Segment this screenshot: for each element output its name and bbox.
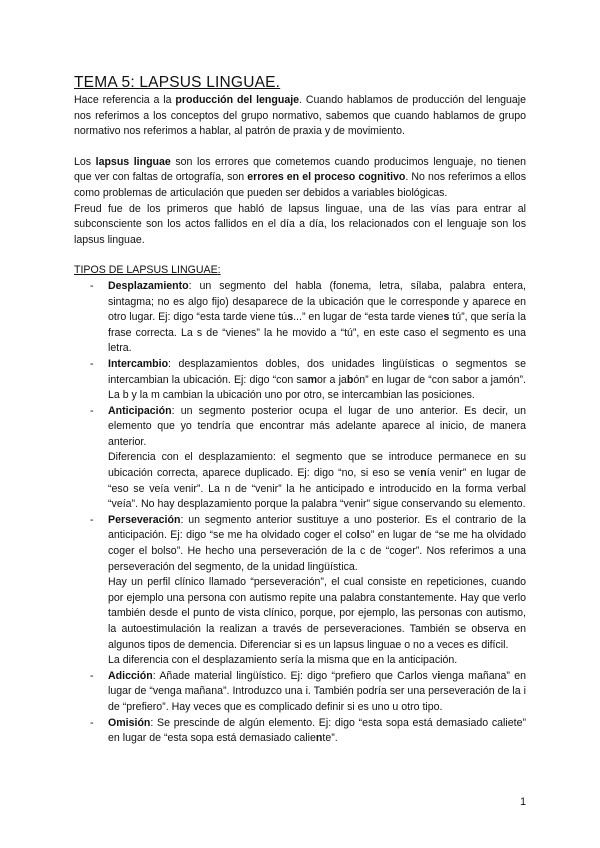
bold-letter: i — [437, 669, 441, 682]
dash-bullet: - — [90, 716, 94, 729]
bold-letter: n — [420, 467, 427, 480]
item-term: Adicción — [108, 669, 153, 682]
list-item-intercambio — [74, 357, 526, 404]
list-item-perseveracion — [74, 513, 526, 669]
bold-term: producción del lenguaje — [175, 94, 300, 106]
text-run: : un segmento posterior ocupa el lugar de uno anterior. Es decir, un elemento que yo tendría que encontrar más adelante aparece al inicio, de manera anterior. — [108, 404, 526, 448]
intro-paragraph — [74, 93, 526, 140]
text-run: tú”, que sería la frase correcta. La s de “vienes” la he movido a “tú”, en este caso el segmento es una letra. — [108, 311, 526, 355]
section-title — [74, 263, 526, 279]
text-run: Diferencia con el desplazamiento: el segmento que se introduce permanece en su ubicación correcta, aparece duplicado. Ej: digo “no, si eso se ve — [108, 451, 526, 480]
bold-letter: n — [315, 732, 323, 745]
text-run: : un segmento anterior sustituye a uno posterior. Es el contrario de la anticipación. Ej: digo “se me ha olvidado coger el co — [108, 513, 526, 542]
bold-letter: m — [307, 373, 317, 386]
text-run: : desplazamientos dobles, dos unidades lingüísticas o segmentos se intercambian la ubicación. Ej: digo “con sa — [108, 357, 526, 386]
dash-bullet: - — [90, 404, 94, 417]
bold-letter: s — [443, 311, 450, 324]
text-run: ía venir” en lugar de “eso se veía venir”. La n de “venir” la he anticipado e introducido en la forma verbal “veía”. No hay desplazamiento porque la palabra “venir” sigue conservando su elemento. — [108, 467, 526, 511]
list-item-desplazamiento — [74, 279, 526, 357]
item-term: Desplazamiento — [108, 279, 189, 292]
bold-term: lapsus linguae — [95, 155, 171, 168]
bold-letter: s — [287, 311, 294, 324]
text-run: ...” en lugar de “esta tarde viene — [293, 311, 444, 324]
item-term: Omisión — [108, 716, 151, 729]
list-item-adicion — [74, 669, 526, 716]
item-term: Anticipación — [108, 404, 172, 417]
bold-term: errores en el proceso cognitivo — [247, 171, 406, 184]
dash-bullet: - — [90, 357, 94, 370]
text-run: : un segmento del habla (fonema, letra, sílaba, palabra entera, sintagma; no es algo fijo) desaparece de la ubicación que le corresponde y aparece en otro lugar. Ej: digo “esta tarde viene tú — [108, 279, 526, 324]
lapsus-definition-paragraph — [74, 155, 526, 202]
item-term: Intercambio — [108, 357, 169, 370]
text-run: son los errores que cometemos cuando producimos lenguaje, no tienen que ver con faltas de ortografía, son — [74, 155, 526, 184]
list-item-omision — [74, 716, 526, 747]
bold-letter: l — [356, 529, 360, 542]
section-title-text: TIPOS DE LAPSUS LINGUAE — [74, 264, 218, 277]
dash-bullet: - — [90, 279, 94, 292]
text-run: enga mañana” en lugar de “venga mañana”. Introduzco una i. También podría ser una perseveración de la i de “prefiero”. Hay veces que es complicado definir si es uno u otro tipo. — [108, 669, 526, 713]
page-title: TEMA 5: LAPSUS LINGUAE. — [74, 74, 281, 91]
text-run: or a ja — [317, 373, 347, 386]
perseveracion-clinical-paragraph: Hay un perfil clínico llamado “perseveración”, el cual consiste en repeticiones, cuando por ejemplo una persona con autismo repite una palabra constantemente. Hay que verlo también desde el punto de vista clínico, porque, por ejemplo, las personas con autismo, la autoestimulación la realizan a través de perseveraciones. También se observa en algunos tipos de demencia. Diferenciar si es un lapsus linguae o no a veces es difícil. — [108, 576, 526, 651]
dash-bullet: - — [90, 513, 94, 526]
text-run: : Añade material lingüístico. Ej: digo “prefiero que Carlos v — [152, 669, 438, 682]
text-run: te”. — [322, 732, 338, 745]
perseveracion-difference-paragraph: La diferencia con el desplazamiento sería la misma que en la anticipación. — [108, 654, 458, 667]
section-title-colon: : — [217, 264, 221, 277]
list-item-anticipacion — [74, 404, 526, 513]
item-term: Perseveración — [108, 513, 181, 526]
text-run: so” en lugar de “se me ha olvidado coger el bolso”. He hecho una perseveración de la c de “coger”. Nos referimos a una perseveración del segmento, de la unidad lingüística. — [108, 529, 526, 573]
freud-paragraph: Freud fue de los primeros que habló de lapsus linguae, una de las vías para entrar al subconsciente son los actos fallidos en el día a día, los relacionados con el lenguaje son los lapsus linguae. — [74, 202, 526, 246]
page-number: 1 — [520, 796, 526, 808]
types-list — [74, 279, 526, 747]
text-run: Los — [74, 155, 96, 168]
text-run: Hace referencia a la — [74, 94, 176, 106]
dash-bullet: - — [90, 669, 94, 682]
text-run: . No nos referimos a ellos como problemas de articulación que pueden ser debidos a variables biológicas. — [74, 171, 527, 199]
text-run: . Cuando hablamos de producción del lenguaje nos referimos a los conceptos del grupo normativo, sabemos que cuando hablamos de grupo normativo nos referimos a hablar, al patrón de praxia y de movimiento. — [74, 94, 527, 138]
text-run: ón” en lugar de “con sabor a jamón”. La b y la m cambian la ubicación uno por otro, se intercambian las posiciones. — [108, 373, 526, 402]
text-run: : Se prescinde de algún elemento. Ej: digo “esta sopa está demasiado caliete” en lugar de “esta sopa está demasiado calie — [108, 716, 526, 745]
bold-letter: b — [346, 373, 354, 386]
